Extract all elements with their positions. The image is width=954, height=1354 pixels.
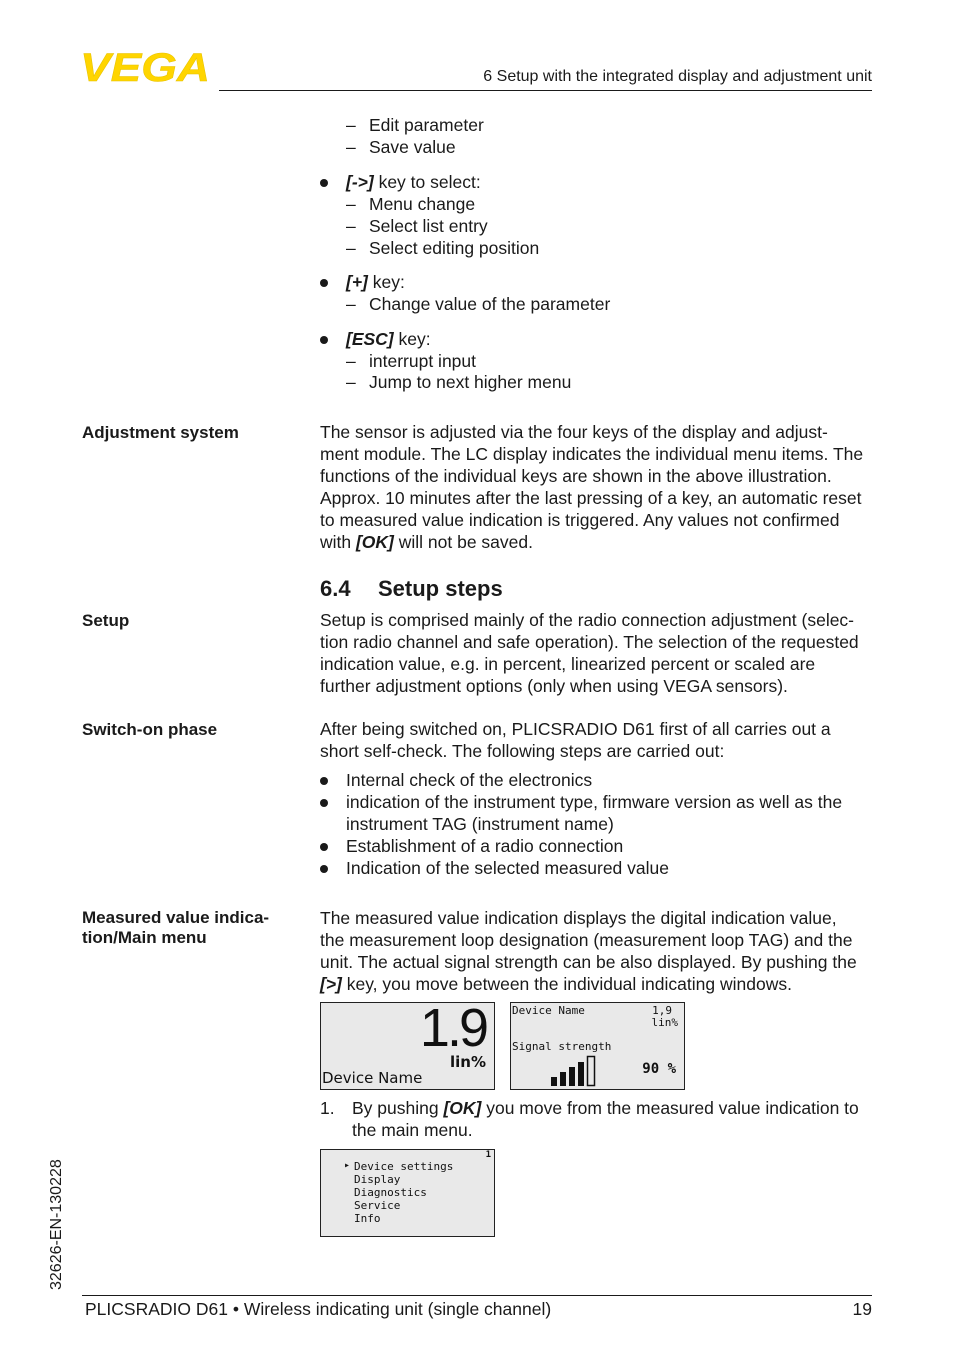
lcd2-signal-label: Signal strength <box>512 1040 612 1053</box>
vega-logo <box>80 50 212 84</box>
bullet-dot <box>320 865 328 873</box>
bullet-dot <box>320 279 328 287</box>
lcd2-device-name: Device Name <box>512 1004 585 1017</box>
page-number: 19 <box>852 1299 872 1319</box>
header-section-title: 6 Setup with the integrated display and adjustment unit <box>483 68 872 85</box>
switch-on-label: Switch-on phase <box>82 720 218 739</box>
adjustment-paragraph: The sensor is adjusted via the four keys of the display and adjust- ment module. The LC display indicates the individual menu items. The functions of the individual keys are shown in the above illustration. Approx. 10 minutes after the last pressing of a key, an automatic reset to measured value indication is triggered. Any values not confirmed with [OK] will not be saved. <box>320 422 864 552</box>
setup-paragraph: Setup is comprised mainly of the radio connection adjustment (selec- tion radio channel and safe operation). The selection of the requested indication value, e.g. in percent, linearized percent or scaled are further adjustment options (only when using VEGA sensors). <box>320 610 859 696</box>
menu-item-info: Info <box>354 1212 381 1225</box>
lcd2-signal-value: 90 % <box>642 1061 676 1077</box>
menu-item-service: Service <box>354 1199 401 1212</box>
menu-item-diagnostics: Diagnostics <box>354 1186 427 1199</box>
lcd1-value: 1.9 <box>419 998 486 1058</box>
menu-item-display: Display <box>354 1173 401 1186</box>
lcd2-unit: lin% <box>651 1016 678 1029</box>
measured-paragraph: The measured value indication displays the digital indication value, the measurement loop designation (measurement loop TAG) and the unit. The actual signal strength can be also displayed. By pushing the [>] key, you move between the individual indicating windows. <box>320 908 857 994</box>
lcd-main-menu <box>320 1149 495 1237</box>
setup-label: Setup <box>82 611 130 630</box>
bullet-dot <box>320 843 328 851</box>
step-1-number: 1. <box>320 1098 335 1118</box>
lcd-signal-strength <box>510 1002 685 1090</box>
adjustment-label: Adjustment system <box>82 423 239 442</box>
footer-title: PLICSRADIO D61 • Wireless indicating unit (single channel) <box>85 1299 552 1319</box>
lcd1-device-name: Device Name <box>322 1069 423 1087</box>
step-1-text: By pushing [OK] you move from the measured value indication to the main menu. <box>352 1098 859 1140</box>
menu-item-device-settings: Device settings <box>354 1160 454 1173</box>
document-code: 32626-EN-130228 <box>48 1159 65 1290</box>
footer-rule <box>82 1295 872 1296</box>
lcd-measured-value <box>320 998 495 1090</box>
bullet-dot <box>320 179 328 187</box>
bullet-dot <box>320 336 328 344</box>
lcd3-page-number: 1 <box>485 1150 491 1160</box>
svg-text:VEGA: VEGA <box>80 50 210 84</box>
switch-on-paragraph: After being switched on, PLICSRADIO D61 first of all carries out a short self-check. The following steps are carried out: <box>320 719 831 761</box>
bullet-dot <box>320 777 328 785</box>
measured-label: Measured value indica- tion/Main menu <box>82 908 270 947</box>
section-heading: 6.4 Setup steps <box>320 576 503 601</box>
lcd3-menu-list <box>354 1160 453 1225</box>
header-rule <box>219 90 872 91</box>
menu-selection-arrow-icon: ▸ <box>344 1160 351 1171</box>
signal-bars-icon <box>549 1055 609 1087</box>
lcd2-value: 1,9 <box>652 1004 672 1017</box>
lcd1-unit: lin% <box>450 1053 486 1071</box>
bullet-dot <box>320 799 328 807</box>
